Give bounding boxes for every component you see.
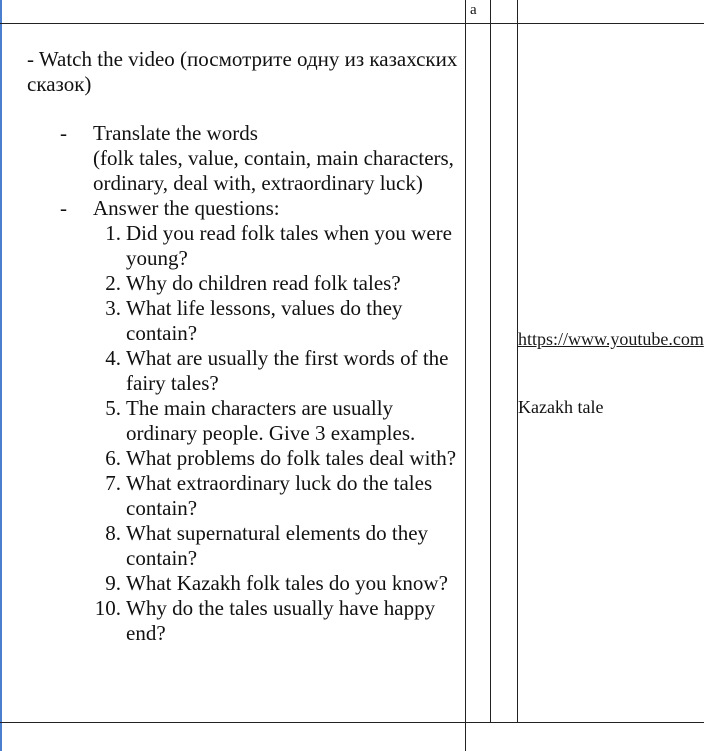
question-number: 7. xyxy=(105,471,121,495)
bullet-translate-text: Translate the words xyxy=(93,121,258,145)
question-text: What Kazakh folk tales do you know? xyxy=(126,571,448,595)
question-number: 4. xyxy=(105,346,121,370)
question-text: Why do children read folk tales? xyxy=(126,271,401,295)
bullet-translate xyxy=(27,121,465,196)
question-item xyxy=(93,446,465,471)
question-text: Why do the tales usually have happy end? xyxy=(126,596,436,645)
question-item xyxy=(93,571,465,596)
question-text: What life lessons, values do they contain? xyxy=(126,296,403,345)
table-row-border-top xyxy=(0,23,704,24)
bullet-answer xyxy=(27,196,465,646)
question-number: 3. xyxy=(105,296,121,320)
question-number: 10. xyxy=(94,596,121,620)
bullet-dash: - xyxy=(60,196,67,220)
table-divider-1 xyxy=(465,0,466,751)
question-text: What extraordinary luck do the tales contain? xyxy=(126,471,433,520)
question-text: Did you read folk tales when you were young? xyxy=(126,221,452,270)
question-number: 5. xyxy=(105,396,121,420)
table-divider-2 xyxy=(490,0,491,722)
question-item xyxy=(93,521,465,571)
question-number: 9. xyxy=(105,571,121,595)
question-number: 1. xyxy=(105,221,121,245)
question-number: 6. xyxy=(105,446,121,470)
resource-caption: Kazakh tale xyxy=(518,397,604,417)
bullet-answer-text: Answer the questions: xyxy=(93,196,280,220)
question-item xyxy=(93,471,465,521)
table-row-border-bottom xyxy=(0,722,704,723)
question-item xyxy=(93,221,465,271)
question-item xyxy=(93,346,465,396)
question-item xyxy=(93,396,465,446)
youtube-link[interactable]: https://www.youtube.com xyxy=(518,329,704,349)
question-text: The main characters are usually ordinary people. Give 3 examples. xyxy=(126,396,416,445)
question-item xyxy=(93,271,465,296)
question-text: What problems do folk tales deal with? xyxy=(126,446,457,470)
table-divider-3 xyxy=(517,0,518,722)
question-list xyxy=(93,221,465,646)
question-number: 2. xyxy=(105,271,121,295)
left-margin-marker xyxy=(0,0,2,751)
bullet-dash: - xyxy=(60,121,67,145)
question-item xyxy=(93,596,465,646)
task-bullet-list xyxy=(27,121,465,646)
task-cell xyxy=(27,47,465,646)
task-intro: - Watch the video (посмотрите одну из казахских сказок) xyxy=(27,47,458,96)
bullet-translate-words: (folk tales, value, contain, main characters, ordinary, deal with, extraordinary luck) xyxy=(93,146,454,195)
question-text: What supernatural elements do they contain? xyxy=(126,521,429,570)
question-text: What are usually the first words of the fairy tales? xyxy=(126,346,449,395)
header-cell-letter: a xyxy=(470,2,477,18)
question-item xyxy=(93,296,465,346)
question-number: 8. xyxy=(105,521,121,545)
